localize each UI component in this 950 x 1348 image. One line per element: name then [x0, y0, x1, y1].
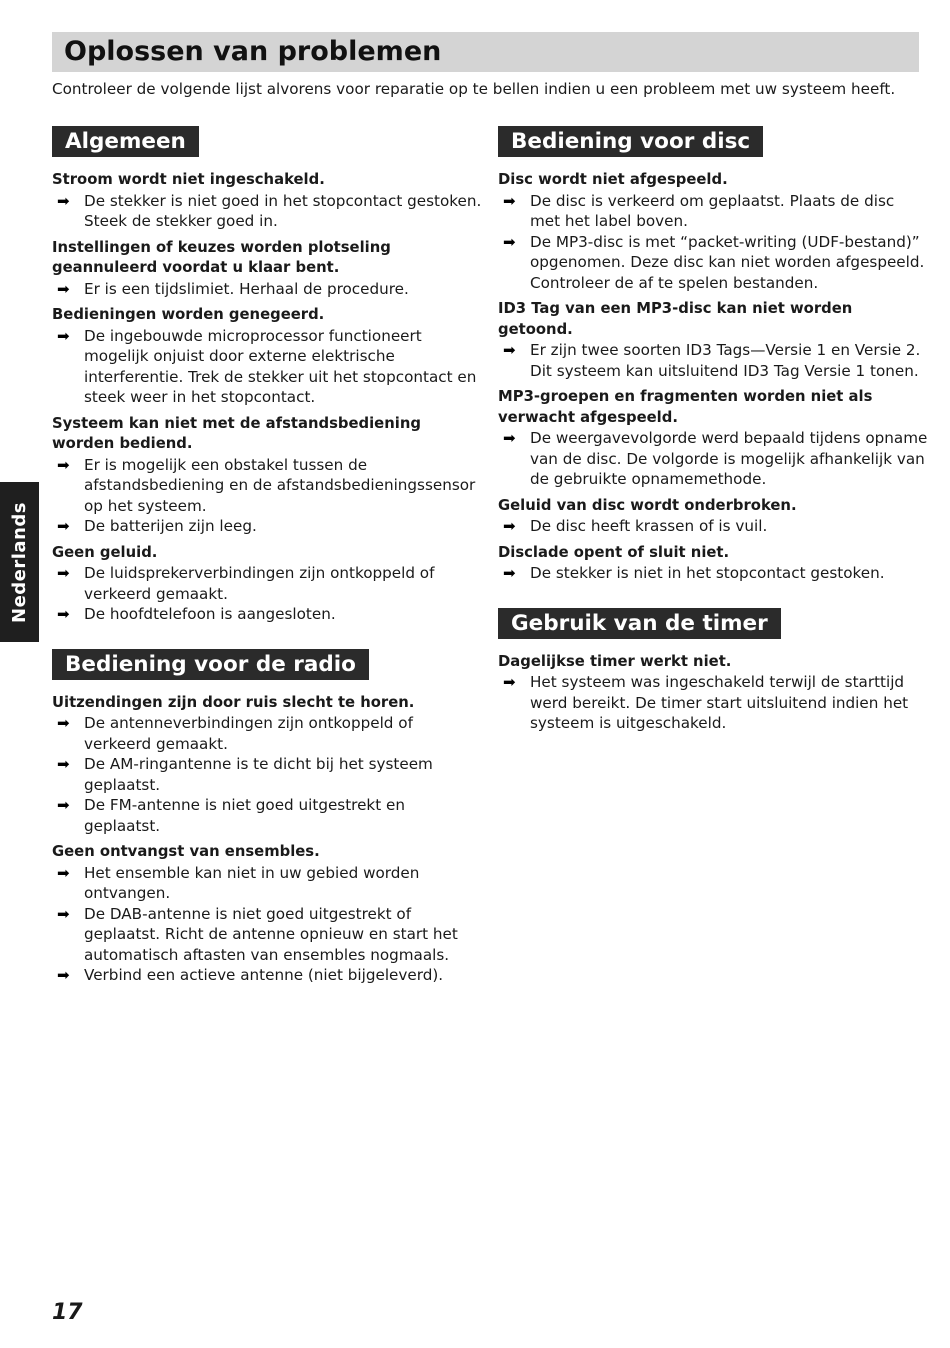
cause-list	[52, 455, 482, 537]
intro-text: Controleer de volgende lijst alvorens voor reparatie op te bellen indien u een probleem met uw systeem heeft.	[52, 80, 896, 98]
right-arrow-icon: ➡	[57, 796, 70, 814]
cause-item	[498, 340, 928, 381]
right-arrow-icon: ➡	[503, 232, 516, 251]
cause-item	[52, 863, 482, 904]
issue-item	[498, 496, 928, 537]
title-bar	[52, 32, 919, 72]
right-arrow-icon: ➡	[57, 326, 70, 345]
cause-text: Het ensemble kan niet in uw gebied worden ontvangen.	[84, 863, 420, 902]
right-arrow-icon: ➡	[57, 517, 70, 535]
page-title: Oplossen van problemen	[64, 36, 442, 67]
left-column	[52, 126, 482, 1010]
cause-item	[498, 563, 928, 584]
right-arrow-icon: ➡	[503, 564, 516, 582]
cause-item	[498, 428, 928, 490]
cause-text: De disc heeft krassen of is vuil.	[530, 517, 768, 535]
section-heading: Algemeen	[52, 126, 199, 157]
cause-text: De luidsprekerverbindingen zijn ontkoppeld of verkeerd gemaakt.	[84, 564, 435, 603]
issue-item	[52, 414, 482, 537]
issue-item	[52, 693, 482, 837]
cause-text: De AM-ringantenne is te dicht bij het systeem geplaatst.	[84, 755, 433, 794]
section-heading: Bediening voor disc	[498, 126, 763, 157]
right-arrow-icon: ➡	[503, 429, 516, 447]
issue-item	[498, 387, 928, 490]
issue-item	[498, 652, 928, 734]
cause-text: De FM-antenne is niet goed uitgestrekt en geplaatst.	[84, 796, 405, 835]
issue-item	[52, 543, 482, 625]
issue-item	[498, 170, 928, 293]
right-arrow-icon: ➡	[57, 714, 70, 732]
right-arrow-icon: ➡	[57, 279, 70, 298]
right-arrow-icon: ➡	[57, 564, 70, 582]
cause-text: De antenneverbindingen zijn ontkoppeld of verkeerd gemaakt.	[84, 714, 413, 753]
cause-item	[52, 795, 482, 836]
issue-item	[52, 238, 482, 300]
cause-list	[52, 279, 482, 300]
cause-list	[52, 713, 482, 836]
section-heading: Bediening voor de radio	[52, 649, 369, 680]
cause-list	[498, 672, 928, 734]
cause-item	[498, 232, 928, 294]
right-arrow-icon: ➡	[57, 966, 70, 984]
cause-item	[52, 713, 482, 754]
cause-item	[52, 604, 482, 625]
right-arrow-icon: ➡	[57, 904, 70, 923]
cause-item	[52, 516, 482, 537]
cause-item	[52, 191, 482, 232]
cause-list	[498, 340, 928, 381]
cause-list	[52, 191, 482, 232]
issue-title: ID3 Tag van een MP3-disc kan niet worden getoond.	[498, 300, 853, 338]
cause-text: De MP3-disc is met “packet-writing (UDF-bestand)” opgenomen. Deze disc kan niet worden afgespeeld. Controleer de af te spelen bestanden.	[530, 232, 925, 292]
cause-list	[52, 326, 482, 408]
right-arrow-icon: ➡	[57, 605, 70, 623]
cause-text: De batterijen zijn leeg.	[84, 517, 257, 535]
cause-text: De DAB-antenne is niet goed uitgestrekt of geplaatst. Richt de antenne opnieuw en start het automatisch aftasten van ensembles nogmaals.	[84, 904, 458, 964]
issue-title: Stroom wordt niet ingeschakeld.	[52, 171, 325, 188]
issue-title: Uitzendingen zijn door ruis slecht te horen.	[52, 693, 415, 711]
section-bediening-voor-disc	[498, 126, 928, 584]
cause-item	[498, 516, 928, 537]
cause-item	[498, 672, 928, 734]
issue-item	[52, 842, 482, 986]
issue-title: Geluid van disc wordt onderbroken.	[498, 496, 797, 514]
issue-item	[52, 170, 482, 232]
issue-title: MP3-groepen en fragmenten worden niet als verwacht afgespeeld.	[498, 388, 873, 426]
issue-title: Geen ontvangst van ensembles.	[52, 843, 320, 860]
cause-item	[52, 904, 482, 966]
right-arrow-icon: ➡	[503, 341, 516, 359]
cause-list	[498, 563, 928, 584]
cause-text: Verbind een actieve antenne (niet bijgeleverd).	[84, 966, 444, 984]
cause-list	[498, 191, 928, 294]
issue-title: Disc wordt niet afgespeeld.	[498, 171, 728, 188]
issue-item	[498, 543, 928, 584]
cause-text: De stekker is niet in het stopcontact gestoken.	[530, 564, 885, 582]
cause-text: Er is een tijdslimiet. Herhaal de procedure.	[84, 279, 409, 298]
cause-list	[52, 563, 482, 625]
cause-list	[498, 516, 928, 537]
right-arrow-icon: ➡	[57, 191, 70, 210]
right-arrow-icon: ➡	[57, 863, 70, 882]
cause-item	[52, 279, 482, 300]
cause-item	[52, 563, 482, 604]
cause-text: De disc is verkeerd om geplaatst. Plaats de disc met het label boven.	[530, 191, 895, 230]
issue-title: Geen geluid.	[52, 543, 158, 561]
right-arrow-icon: ➡	[503, 517, 516, 535]
cause-list	[498, 428, 928, 490]
cause-text: De stekker is niet goed in het stopcontact gestoken. Steek de stekker goed in.	[84, 191, 482, 230]
language-label: Nederlands	[9, 501, 31, 623]
cause-text: Er is mogelijk een obstakel tussen de afstandsbediening en de afstandsbedieningssensor op het systeem.	[84, 455, 476, 515]
cause-text: Er zijn twee soorten ID3 Tags—Versie 1 en Versie 2. Dit systeem kan uitsluitend ID3 Tag Versie 1 tonen.	[530, 341, 921, 380]
language-side-tab	[0, 482, 39, 642]
cause-item	[52, 754, 482, 795]
cause-text: Het systeem was ingeschakeld terwijl de starttijd werd bereikt. De timer start uitsluitend indien het systeem is uitgeschakeld.	[530, 673, 909, 732]
cause-text: De hoofdtelefoon is aangesloten.	[84, 605, 336, 623]
page-number: 17	[52, 1300, 83, 1325]
issue-title: Systeem kan niet met de afstandsbediening worden bediend.	[52, 414, 421, 452]
right-arrow-icon: ➡	[57, 455, 70, 474]
right-column	[498, 126, 928, 758]
cause-text: De weergavevolgorde werd bepaald tijdens opname van de disc. De volgorde is mogelijk afhankelijk van de gebruikte opnamemethode.	[530, 429, 928, 488]
cause-item	[498, 191, 928, 232]
cause-list	[52, 863, 482, 986]
section-heading: Gebruik van de timer	[498, 608, 781, 639]
right-arrow-icon: ➡	[57, 755, 70, 773]
issue-item	[498, 299, 928, 381]
issue-title: Instellingen of keuzes worden plotseling geannuleerd voordat u klaar bent.	[52, 238, 391, 276]
right-arrow-icon: ➡	[503, 673, 516, 691]
section-gebruik-van-de-timer	[498, 608, 928, 734]
cause-text: De ingebouwde microprocessor functioneert mogelijk onjuist door externe elektrische interferentie. Trek de stekker uit het stopcontact en steek weer in het stopcontact.	[84, 326, 477, 406]
cause-item	[52, 326, 482, 408]
issue-title: Dagelijkse timer werkt niet.	[498, 652, 732, 670]
cause-item	[52, 965, 482, 986]
cause-item	[52, 455, 482, 517]
issue-item	[52, 305, 482, 408]
right-arrow-icon: ➡	[503, 191, 516, 210]
section-bediening-voor-de-radio	[52, 649, 482, 986]
issue-title: Disclade opent of sluit niet.	[498, 543, 730, 561]
section-algemeen	[52, 126, 482, 625]
issue-title: Bedieningen worden genegeerd.	[52, 306, 325, 323]
